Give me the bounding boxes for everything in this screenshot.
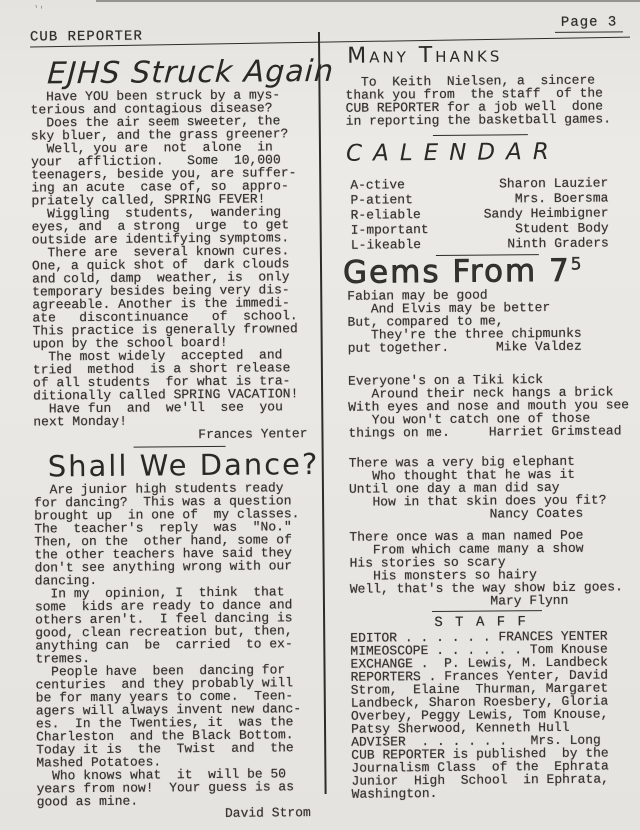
masthead-title: CUB REPORTER [29,28,143,46]
poem-mike-valdez: Fabian may be good And Elvis may be better But, compared to me, They're the three chipmunks put together. Mike Valdez [347,287,582,356]
thanks-body: To Keith Nielsen, a sincere thank you from the staff of the CUB REPORTER for a job well done in reporting the basketball games. [345,72,612,129]
calendar-label: L-ikeable [350,237,422,253]
calendar-name: Sharon Lauzier [499,175,609,192]
article-body-dance: Are junior high students ready for dancing? This was a question brought up in one of my classes. The teacher's reply was "No." Then, on the other hand, some of the other teachers have said they don't see anything wrong with our dancing. In my opinion, I think that some kids are ready to dance and others aren't. I feel dancing is good, clean recreation but, then, anything can be carried to ex- tremes. People have been dancing for centuries and they probably will be for many years to come. Teen- agers will always invent new danc- es. In the Twenties, it was the Charleston and the Black Bottom. Today it is the Twist and the Mashed Potatoes. Who knows what it will be 50 years from now! Your guess is as good as mine. [33,480,302,810]
section-title-many-thanks: Many Thanks [347,42,503,69]
staff-list: EDITOR . . . . . . FRANCES YENTER MIMEOSCOPE . . . . . . Tom Knouse EXCHANGE . P. Lewis, M. Landbeck REPORTERS . Frances Yenter, David Strom, Elaine Thurman, Margaret Landbeck, Sharon Roesbery, Gloria Overbey, Peggy Lewis, Tom Knouse, Patsy Sherwood, Kenneth Hull ADVISER . . . . . . Mrs. Long CUB REPORTER is published by the Journalism Class of the Ephrata Junior High School in Ephrata, Washington. [350,628,610,802]
calendar-label: P-atient [350,192,413,208]
column-divider [318,32,326,794]
article-byline-frances-yenter: Frances Yenter [198,426,308,443]
article-title-ejhs-struck-again: EJHS Struck Again [46,53,336,92]
gems-title-superscript: 5 [570,254,582,275]
calendar-name: Sandy Heimbigner [483,205,609,222]
section-divider-staff [432,610,542,612]
pencil-mark: ‛′ [32,4,45,16]
article-byline-david-strom: David Strom [224,805,311,821]
calendar-name: Ninth Graders [507,235,609,252]
section-title-gems [343,253,582,291]
poem-harriet-grimstead: Everyone's on a Tiki kick Around their neck hangs a brick With eyes and nose and mouth you see You won't catch one of those things on me. Harriet Grimstead [347,372,630,441]
calendar-name: Mrs. Boersma [514,190,609,207]
article-title-shall-we-dance: Shall We Dance? [47,447,320,484]
page-number: Page 3 [555,14,624,33]
calendar-label: I-mportant [350,222,429,238]
section-title-calendar: CALENDAR [345,138,560,167]
poem-nancy-coates: There was a very big elephant Who thought that he was it Until one day a man did say How in that skin does you fit? Nancy Coates [348,453,607,523]
poem-mary-flynn: There once was a man named Poe From which came many a show His stories so scary His monsters so hairy Well, that's the way show biz goes. Mary Flynn [349,527,623,610]
article-body-ejhs: Have YOU been struck by a mys- terious and contagious disease? Does the air seem sweeter, the sky bluer, and the grass greener? Well, you are not alone in your affliction. Some 10,000 teenagers, beside you, are suffer- ing an acute case of, so appro- priately called, SPRING FEVER! Wiggling students, wandering eyes, and a strong urge to get outside are identifying symptoms. There are several known cures. One, a quick shot of dark clouds and cold, damp weather, is only temporary besides being very dis- agreeable. Another is the immedi- ate discontinuance of school. This practice is generally frowned upon by the school board! The most widely accepted and tried method is a short release of all students for what is tra- ditionally called SPRING VACATION! Have fun and we'll see you next Monday! [30,87,299,430]
section-divider-calendar [433,134,528,136]
gems-title-text: Gems From 7 [342,252,571,291]
calendar-label: R-eliable [350,207,421,223]
staff-title: S T A F F [434,614,529,632]
calendar-row [351,235,609,252]
calendar-label: A-ctive [350,177,405,193]
calendar-name: Student Body [514,220,609,237]
calendar-list [350,175,609,252]
